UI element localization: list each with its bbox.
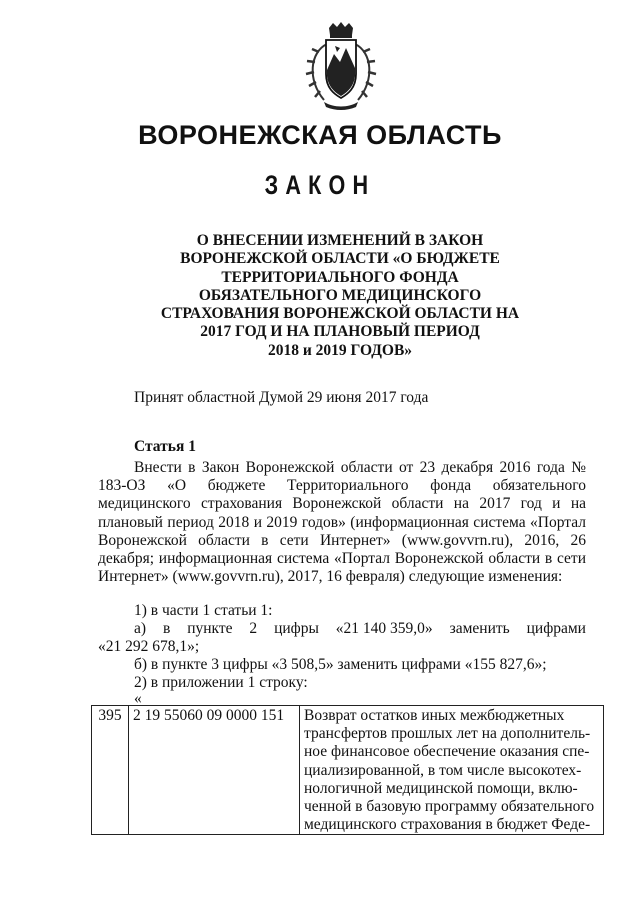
law-title-line: 2018 и 2019 ГОДОВ» <box>267 341 413 359</box>
law-title-line: ТЕРРИТОРИАЛЬНОГО ФОНДА <box>221 268 459 286</box>
description-line: ное финансовое обеспечение оказания спе- <box>304 743 590 761</box>
region-heading: ВОРОНЕЖСКАЯ ОБЛАСТЬ <box>138 120 502 150</box>
item-1a-word: в <box>162 620 171 637</box>
amendment-item-1a <box>134 620 586 638</box>
law-title-line: ВОРОНЕЖСКОЙ ОБЛАСТИ «О БЮДЖЕТЕ <box>180 250 500 268</box>
description-line: нологичной медицинской помощи, вклю- <box>304 779 578 797</box>
description-line: Возврат остатков иных межбюджетных <box>304 707 565 724</box>
coat-of-arms-emblem <box>302 22 380 112</box>
law-title-line: 2017 ГОД И НА ПЛАНОВЫЙ ПЕРИОД <box>200 323 480 341</box>
article-heading: Статья 1 <box>134 438 196 455</box>
amendment-item-1: 1) в части 1 статьи 1: <box>134 602 273 619</box>
opening-quote-mark: « <box>134 690 142 707</box>
adoption-date: Принят областной Думой 29 июня 2017 года <box>134 389 429 406</box>
item-1a-word: пункте <box>187 620 233 637</box>
amendment-item-2: 2) в приложении 1 строку: <box>134 674 308 691</box>
row-number-cell: 395 <box>92 706 129 835</box>
item-1a-word: заменить <box>449 620 510 637</box>
law-title-line: ОБЯЗАТЕЛЬНОГО МЕДИЦИНСКОГО <box>198 286 482 304</box>
description-line: медицинского страхования в бюджет Феде- <box>304 816 591 834</box>
description-line: трансфертов прошлых лет на дополнитель- <box>304 725 591 743</box>
law-title-line: СТРАХОВАНИЯ ВОРОНЕЖСКОЙ ОБЛАСТИ НА <box>160 305 520 323</box>
description-cell <box>300 706 604 835</box>
amendment-item-1b: б) в пункте 3 цифры «3 508,5» заменить цифрами «155 827,6»; <box>134 656 547 673</box>
table-row <box>92 706 604 835</box>
voronezh-coat-of-arms-icon <box>302 22 380 112</box>
budget-codes-table <box>91 705 604 835</box>
description-line: ченной в базовую программу обязательного <box>304 798 595 816</box>
description-line: циализированной, в том числе высокотех- <box>304 761 582 779</box>
budget-code-cell: 2 19 55060 09 0000 151 <box>129 706 300 835</box>
amendment-item-1a-continuation: «21 292 678,1»; <box>98 638 200 655</box>
item-1a-word: цифрами <box>526 620 586 637</box>
item-1a-word: а) <box>134 620 147 637</box>
item-1a-word: «21 140 359,0» <box>335 620 433 637</box>
law-title <box>120 232 560 360</box>
article-intro-text: Внести в Закон Воронежской области от 23 декабря 2016 года № 183-ОЗ «О бюджете Территориального фонда обязательного медицинского страхования Воронежской области на 2017 год и на плановый период 2018 и 2019 годов» (информационная система «Портал Воронежской области в сети Интернет» (www.govvrn.ru), 2016, 26 декабря; информационная система «Портал Воронежской области в сети Интернет» (www.govvrn.ru), 2017, 16 февраля) следующие изменения: <box>98 459 586 586</box>
item-1a-word: 2 <box>249 620 258 637</box>
law-title-line: О ВНЕСЕНИИ ИЗМЕНЕНИЙ В ЗАКОН <box>196 232 484 249</box>
document-type-heading: ЗАКОН <box>264 170 376 200</box>
article-intro-paragraph <box>98 459 586 586</box>
item-1a-word: цифры <box>274 620 319 637</box>
